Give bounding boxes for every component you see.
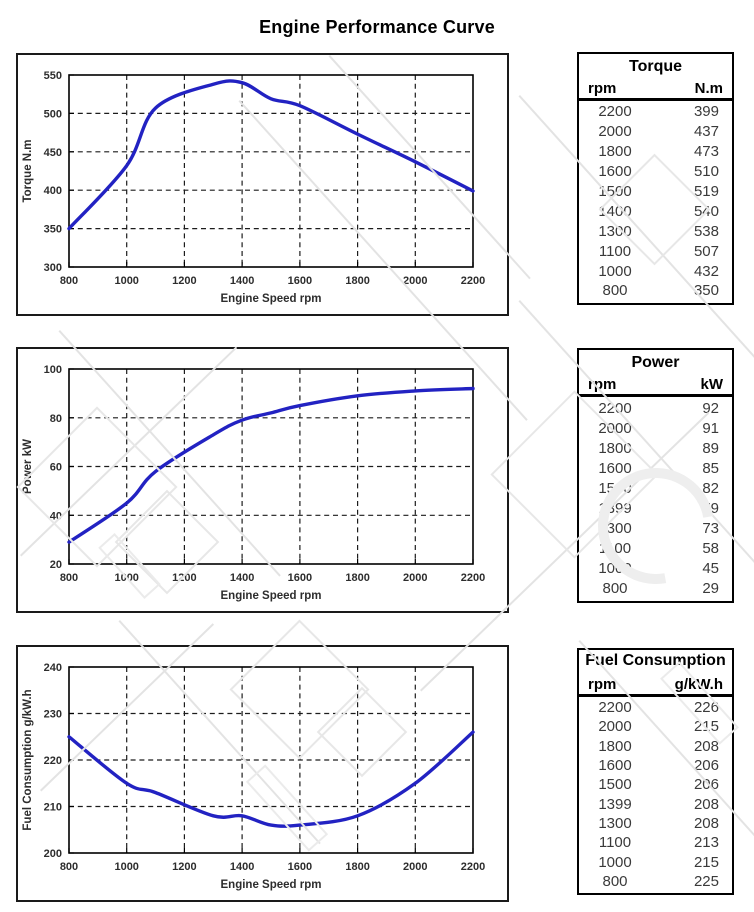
rpm-cell: 1000 (598, 560, 632, 578)
power-chart-canvas (18, 349, 507, 611)
table-row (579, 163, 732, 180)
value-cell: 206 (693, 757, 719, 775)
rpm-cell: 1400 (598, 202, 632, 220)
fuel-table-body (579, 697, 732, 893)
value-cell: 432 (693, 262, 719, 280)
table-row (579, 757, 732, 774)
value-cell: 213 (693, 834, 719, 852)
rpm-column-header: rpm (588, 80, 617, 97)
y-tick-label: 60 (49, 461, 62, 474)
rpm-cell: 1300 (598, 222, 632, 240)
x-tick-label: 800 (59, 572, 79, 584)
rpm-cell: 800 (602, 282, 628, 300)
value-cell: 473 (693, 143, 719, 161)
rpm-cell: 1500 (598, 183, 632, 200)
fuel-consumption-table (577, 648, 734, 895)
table-row (579, 123, 732, 140)
value-cell: 45 (702, 560, 719, 578)
table-row (579, 873, 732, 890)
y-tick-label: 400 (43, 185, 62, 198)
value-cell: 206 (693, 776, 719, 794)
table-row (579, 699, 732, 716)
unit-column-header: kW (700, 376, 723, 393)
x-tick-label: 800 (59, 275, 79, 287)
x-tick-label: 1000 (114, 861, 139, 873)
table-row (579, 796, 732, 813)
y-tick-label: 210 (43, 801, 62, 814)
table-row (579, 580, 732, 597)
rpm-cell: 1500 (598, 776, 632, 794)
y-tick-label: 240 (43, 662, 62, 674)
y-tick-label: 100 (43, 364, 62, 376)
table-row (579, 718, 732, 735)
table-row (579, 223, 732, 240)
table-row (579, 520, 732, 537)
x-tick-label: 1400 (229, 861, 255, 873)
x-tick-label: 1200 (172, 861, 197, 873)
power-table (577, 348, 734, 603)
value-cell: 437 (693, 123, 719, 141)
x-tick-label: 1000 (114, 275, 139, 287)
x-tick-label: 1800 (345, 275, 370, 287)
value-cell: 540 (693, 202, 719, 220)
rpm-cell: 1000 (598, 262, 632, 280)
value-cell: 91 (702, 419, 719, 437)
value-cell: 85 (702, 459, 719, 477)
rpm-cell: 2000 (598, 419, 632, 437)
rpm-cell: 1500 (598, 479, 632, 497)
rpm-cell: 1800 (598, 439, 632, 457)
value-cell: 58 (702, 540, 719, 558)
y-tick-label: 350 (43, 223, 62, 236)
value-cell: 507 (693, 242, 719, 260)
y-tick-label: 80 (49, 412, 62, 425)
value-cell: 29 (702, 580, 719, 598)
value-cell: 208 (693, 795, 719, 813)
value-cell: 519 (693, 183, 719, 200)
fuel-consumption-chart (16, 645, 509, 902)
rpm-cell: 1300 (598, 814, 632, 832)
table-row (579, 263, 732, 280)
x-tick-label: 1600 (287, 572, 313, 584)
value-cell: 226 (693, 699, 719, 717)
table-row (579, 738, 732, 755)
table-row (579, 420, 732, 437)
value-cell: 350 (693, 282, 719, 300)
value-cell: 225 (693, 872, 719, 890)
y-tick-label: 40 (49, 510, 62, 523)
rpm-cell: 2200 (598, 399, 632, 417)
x-axis-label: Engine Speed rpm (220, 293, 322, 305)
table-row (579, 500, 732, 517)
fuel-table-header (579, 650, 732, 697)
value-cell: 399 (693, 103, 719, 121)
value-cell: 89 (702, 439, 719, 457)
power-table-header (579, 350, 732, 397)
rpm-cell: 1000 (598, 853, 632, 871)
table-row (579, 183, 732, 200)
rpm-cell: 1600 (598, 459, 632, 477)
rpm-cell: 1800 (598, 143, 632, 161)
x-tick-label: 2000 (403, 275, 428, 287)
torque-table (577, 52, 734, 305)
rpm-column-header: rpm (588, 376, 617, 393)
y-tick-label: 220 (43, 755, 62, 767)
y-axis-label: Power kW (22, 439, 34, 494)
power-chart (16, 347, 509, 613)
x-tick-label: 800 (59, 861, 79, 873)
x-tick-label: 1000 (114, 572, 139, 584)
torque-chart (16, 53, 509, 316)
table-row (579, 440, 732, 457)
rpm-cell: 2000 (598, 123, 632, 141)
x-tick-label: 1800 (345, 861, 370, 873)
rpm-cell: 1300 (598, 520, 632, 538)
unit-column-header: N.m (694, 80, 723, 97)
torque-table-body (579, 101, 732, 303)
y-tick-label: 550 (43, 70, 62, 82)
value-cell: 82 (702, 479, 719, 497)
value-cell: 215 (693, 853, 719, 871)
table-title: Torque (628, 58, 683, 75)
table-title: Power (631, 354, 680, 371)
table-title: Fuel Consumption (585, 652, 726, 669)
unit-column-header: g/kW.h (674, 676, 723, 693)
table-row (579, 776, 732, 793)
value-cell: 510 (693, 163, 719, 181)
rpm-cell: 1600 (598, 163, 632, 181)
rpm-cell: 2000 (598, 718, 632, 736)
power-table-body (579, 397, 732, 601)
value-cell: 73 (702, 520, 719, 538)
x-tick-label: 1600 (287, 275, 313, 287)
table-row (579, 540, 732, 557)
y-tick-label: 300 (43, 262, 62, 274)
x-tick-label: 2000 (403, 861, 428, 873)
x-tick-label: 1400 (229, 572, 255, 584)
y-tick-label: 450 (43, 146, 62, 159)
rpm-cell: 1800 (598, 737, 632, 755)
table-row (579, 243, 732, 260)
rpm-cell: 1100 (598, 834, 632, 852)
value-cell: 92 (702, 399, 719, 417)
x-axis-label: Engine Speed rpm (220, 879, 322, 891)
x-tick-label: 2200 (460, 572, 486, 584)
table-row (579, 815, 732, 832)
y-axis-label: Torque N.m (22, 139, 34, 203)
x-tick-label: 2200 (460, 861, 486, 873)
power-curve-line (69, 389, 473, 543)
torque-chart-canvas (18, 55, 507, 314)
rpm-cell: 1399 (598, 795, 632, 813)
x-axis-label: Engine Speed rpm (220, 590, 322, 602)
torque-table-header (579, 54, 732, 101)
rpm-cell: 2200 (598, 103, 632, 121)
table-row (579, 103, 732, 120)
x-tick-label: 1200 (172, 275, 197, 287)
rpm-cell: 1399 (598, 500, 632, 518)
y-tick-label: 500 (43, 108, 62, 121)
x-tick-label: 2200 (460, 275, 486, 287)
value-cell: 538 (693, 222, 719, 240)
fuel-curve-line (69, 732, 473, 826)
x-tick-label: 1400 (229, 275, 255, 287)
table-row (579, 203, 732, 220)
value-cell: 208 (693, 737, 719, 755)
value-cell: 208 (693, 814, 719, 832)
y-axis-label: Fuel Consumption g/kW.h (22, 689, 34, 831)
table-row (579, 282, 732, 299)
y-tick-label: 230 (43, 708, 62, 721)
torque-curve-line (69, 81, 473, 229)
table-row (579, 480, 732, 497)
rpm-cell: 800 (602, 580, 628, 598)
y-tick-label: 200 (43, 848, 62, 860)
value-cell: 79 (702, 500, 719, 518)
rpm-cell: 1100 (598, 540, 632, 558)
rpm-cell: 1100 (598, 242, 632, 260)
table-row (579, 400, 732, 417)
value-cell: 215 (693, 718, 719, 736)
table-row (579, 834, 732, 851)
table-row (579, 460, 732, 477)
table-row (579, 854, 732, 871)
rpm-column-header: rpm (588, 676, 617, 693)
fuel-consumption-chart-canvas (18, 647, 507, 900)
x-tick-label: 1200 (172, 572, 197, 584)
x-tick-label: 2000 (403, 572, 428, 584)
table-row (579, 143, 732, 160)
rpm-cell: 2200 (598, 699, 632, 717)
x-tick-label: 1800 (345, 572, 370, 584)
table-row (579, 560, 732, 577)
x-tick-label: 1600 (287, 861, 313, 873)
page-title: Engine Performance Curve (259, 17, 495, 37)
rpm-cell: 1600 (598, 757, 632, 775)
rpm-cell: 800 (602, 872, 628, 890)
y-tick-label: 20 (49, 559, 62, 571)
